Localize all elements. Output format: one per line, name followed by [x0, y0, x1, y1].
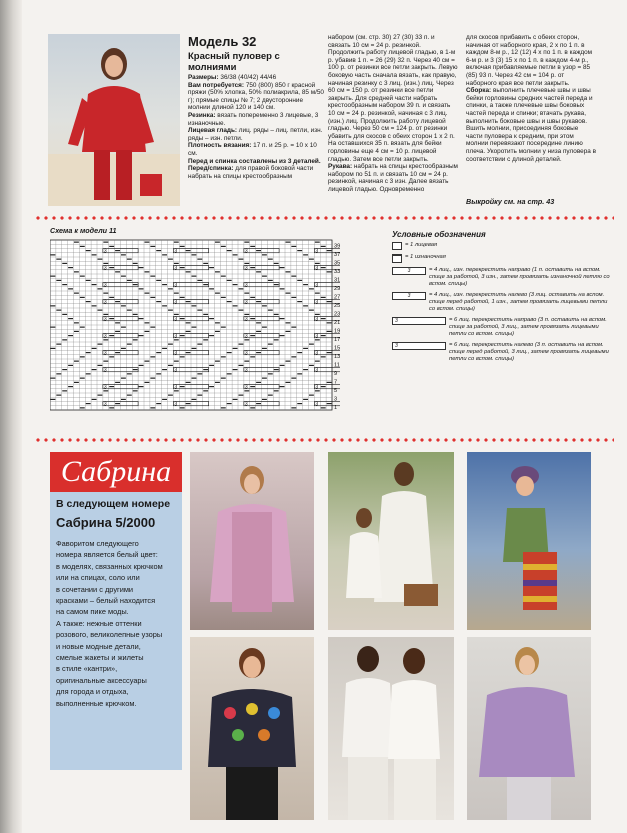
cable-symbol-label: 3 [103, 384, 107, 391]
cable-symbol-label: 3 [315, 316, 319, 323]
para-assembly: Сборка: выполнить плечевые швы и швы бейки горловины средних частей переда и спинки, а также плечевые швы боковых частей переда и спинки; втачать рукава, выполнить боковые швы и швы рукавов. Вшить молнии, присоединяя боковые части пуловера к средним, при этом молнии перевязают посередине линию плеча. Укоротить молнии у низа пуловера в соответствии с длиной деталей. [466, 87, 596, 163]
cable-symbol-label: 3 [103, 367, 107, 374]
cable-symbol-label: 3 [103, 401, 107, 408]
row-number-label: 25 [334, 302, 340, 309]
cable-symbol-label: 3 [103, 282, 107, 289]
see-pattern-note: Выкройку см. на стр. 43 [466, 197, 555, 206]
cable-symbol-label: 3 [174, 299, 178, 306]
cable-symbol-label: 3 [315, 265, 319, 272]
next-issue-number: Сабрина 5/2000 [56, 515, 156, 530]
text-column-2 [328, 34, 458, 193]
para-continue: набором (см. стр. 30) 27 (30) 33 п. и связать 10 см = 24 р. резинкой. Продолжить работу лицевой гладью, в 1-м р. убавив 1 п. = 26 (29) 32 п. Через 40 см = 100 р. от резинки все петли закрыть. Левую боковую часть сначала вязать, как правую, начиная резинку с 3 лиц. (изн.) лиц. Через 60 см = 150 р. от резинки все петли закрыть. Для средней части набрать крестообразным набором 39 п. и связать 10 см = 24 р. резинкой, начиная с 3 лиц. (изн.) лиц. Продолжить работу лицевой гладью. Через 50 см = 124 р. от резинки убавить для скосов с обеих сторон 1 х 2 п. На оставшихся 35 п. вязать для бейки горловины еще 4 см = 10 р. лицевой гладью. Затем все петли закрыть. [328, 34, 458, 163]
legend-item-cross-left-4: 3 = 4 лиц., изн. перекрестить налево (3 лиц. оставить на вспом. спице перед работой, 1 изн., затем провязать лицевыми петли со вспом. спицы) [392, 292, 612, 313]
para-sleeves: Рукава: набрать на спицы крестообразным набором по 51 п. и связать 10 см = 24 р. резинкой, начиная с 3 изн. Далее вязать лицевой гладью. Одновременно [328, 163, 458, 193]
cross-right-6-icon: 3 [392, 317, 446, 325]
row-number-label: 13 [334, 353, 340, 360]
cable-symbol-label: 3 [244, 299, 248, 306]
preview-photo-crochet-motif-top [190, 637, 314, 820]
cable-symbol-label: 3 [244, 367, 248, 374]
next-issue-box [50, 492, 182, 770]
legend-item-knit: = 1 лицевая [392, 242, 612, 250]
row-number-label: 21 [334, 319, 340, 326]
para-stockinette: Лицевая гладь: лиц. ряды – лиц. петли, изн. ряды – изн. петли. [188, 127, 323, 142]
cable-symbol-label: 3 [315, 248, 319, 255]
text-column-1 [188, 74, 326, 180]
page-spine [0, 0, 22, 833]
legend-item-purl: = 1 изнаночная [392, 254, 612, 263]
row-number-label: 5 [334, 387, 338, 394]
purl-symbol-icon [392, 254, 402, 263]
cable-symbol-label: 3 [174, 282, 178, 289]
legend [392, 230, 612, 367]
cable-symbol-label: 3 [315, 282, 319, 289]
row-number-label: 11 [334, 362, 340, 369]
legend-item-cross-right-6: 3 = 6 лиц. перекрестить направо (3 п. оставить на вспом. спице за работой, 3 лиц., затем провязать лицевыми петли со вспом. спицы) [392, 317, 612, 338]
row-number-label: 33 [334, 268, 340, 275]
cable-symbol-label: 3 [103, 248, 107, 255]
text-column-3 [466, 34, 596, 163]
row-number-label: 35 [334, 260, 340, 267]
next-issue-text: Фаворитом следующего номера является белый цвет: в моделях, связанных крючком или на спицах, соло или в сочетании с другими красками – белый находится на самом пике моды. А также: нежные оттенки розового, великолепные узоры и новые модные детали, смелые жакеты и жилеты в стиле «кантри», оригинальные аксессуары для города и отдыха, выполненные крючком. [56, 539, 163, 708]
para-ribbing: Резинка: вязать попеременно 3 лицевые, 3 изнаночные. [188, 111, 319, 127]
row-number-label: 39 [334, 243, 340, 250]
row-number-label: 37 [334, 251, 340, 258]
cable-symbol-label: 3 [244, 316, 248, 323]
para-front-back: Перед/спинка: для правой боковой части набрать на спицы крестообразным [188, 165, 314, 180]
cable-symbol-label: 3 [244, 333, 248, 340]
model-subtitle: Красный пуловер с молниями [188, 51, 280, 73]
cable-symbol-label: 3 [315, 350, 319, 357]
cable-symbol-label: 3 [315, 333, 319, 340]
schema-title: Схема к модели 11 [50, 226, 117, 235]
cable-symbol-label: 3 [174, 401, 178, 408]
cable-symbol-label: 3 [174, 350, 178, 357]
cable-symbol-label: 3 [174, 384, 178, 391]
cross-left-6-icon: 3 [392, 342, 446, 350]
cable-symbol-label: 3 [103, 299, 107, 306]
cable-symbol-label: 3 [315, 367, 319, 374]
cable-symbol-label: 3 [244, 384, 248, 391]
next-issue-heading: В следующем номере [56, 498, 171, 510]
dotted-divider-top [34, 216, 614, 220]
cable-symbol-label: 3 [174, 248, 178, 255]
preview-photo-white-lace-sweaters [328, 637, 454, 820]
cable-symbol-label: 3 [244, 282, 248, 289]
para-sleeve-shaping: для скосов прибавить с обеих сторон, начиная от наборного края, 2 х по 1 п. в каждом 8-м р., 12 (12) 4 х по 1 п. в каждом 6-м р. и 3 (3) 15 х по 1 п. в каждом 4-м р., включая прибавляемые петли в узор = 85 (85) 93 п. Через 42 см = 104 р. от наборного края все петли закрыть. [466, 34, 593, 87]
legend-item-cross-right-4: 3 = 4 лиц., изн. перекрестить направо (1 п. оставить на вспом. спице за работой, 3 изн., затем провязать изнаночной петлю со вспом. спицы) [392, 267, 612, 288]
row-number-label: 3 [334, 396, 338, 403]
legend-item-cross-left-6: 3 = 6 лиц. перекрестить налево (3 п. оставить на вспом. спице перед работой, 3 лиц., затем провязать лицевыми петли со вспом. спицы) [392, 342, 612, 363]
row-number-label: 27 [334, 294, 340, 301]
cable-symbol-label: 3 [244, 401, 248, 408]
cable-symbol-label: 3 [244, 265, 248, 272]
chart-grid [50, 238, 340, 418]
cross-left-4-icon: 3 [392, 292, 426, 300]
cable-symbol-label: 3 [174, 316, 178, 323]
row-number-label: 29 [334, 285, 340, 292]
brand-logo: Сабрина [50, 452, 182, 492]
cable-symbol-label: 3 [103, 265, 107, 272]
legend-title: Условные обозначения [392, 230, 486, 239]
preview-photo-pink-cardigan [190, 452, 314, 630]
cable-symbol-label: 3 [174, 333, 178, 340]
cable-symbol-label: 3 [244, 350, 248, 357]
para-parts: Перед и спинка составлены из 3 деталей. [188, 157, 321, 165]
dotted-divider-bottom [34, 438, 614, 442]
row-number-label: 1 [334, 404, 338, 411]
cable-symbol-label: 3 [315, 299, 319, 306]
row-number-label: 19 [334, 328, 340, 335]
model-title: Модель 32 [188, 34, 257, 49]
cable-symbol-label: 3 [244, 248, 248, 255]
cable-symbol-label: 3 [174, 367, 178, 374]
cable-symbol-label: 3 [315, 401, 319, 408]
row-number-label: 23 [334, 311, 340, 318]
knit-symbol-icon [392, 242, 402, 250]
cable-symbol-label: 3 [103, 350, 107, 357]
para-gauge: Плотность вязания: 17 п. и 25 р. = 10 х 10 см. [188, 142, 317, 157]
cable-symbol-label: 3 [315, 384, 319, 391]
knitting-chart [50, 238, 340, 418]
para-materials: Вам потребуется: 750 (800) 850 г красной пряжи (50% хлопка, 50% полиакрила, 85 м/50 г); прямые спицы № 7; 2 двусторонние молнии длиной 120 и 140 см. [188, 81, 324, 112]
para-sizes: Размеры: 36/38 (40/42) 44/46 [188, 74, 277, 81]
row-number-label: 7 [334, 379, 338, 386]
model-32-photo [48, 34, 180, 206]
row-number-label: 9 [334, 370, 338, 377]
cable-symbol-label: 3 [103, 333, 107, 340]
row-number-label: 31 [334, 277, 340, 284]
cable-symbol-label: 3 [174, 265, 178, 272]
preview-photo-white-dresses [328, 452, 454, 630]
cable-symbol-label: 3 [103, 316, 107, 323]
row-number-label: 17 [334, 336, 340, 343]
preview-photo-lilac-sweater [467, 637, 591, 820]
preview-photo-striped-outfit [467, 452, 591, 630]
row-number-label: 15 [334, 345, 340, 352]
cross-right-4-icon: 3 [392, 267, 426, 275]
